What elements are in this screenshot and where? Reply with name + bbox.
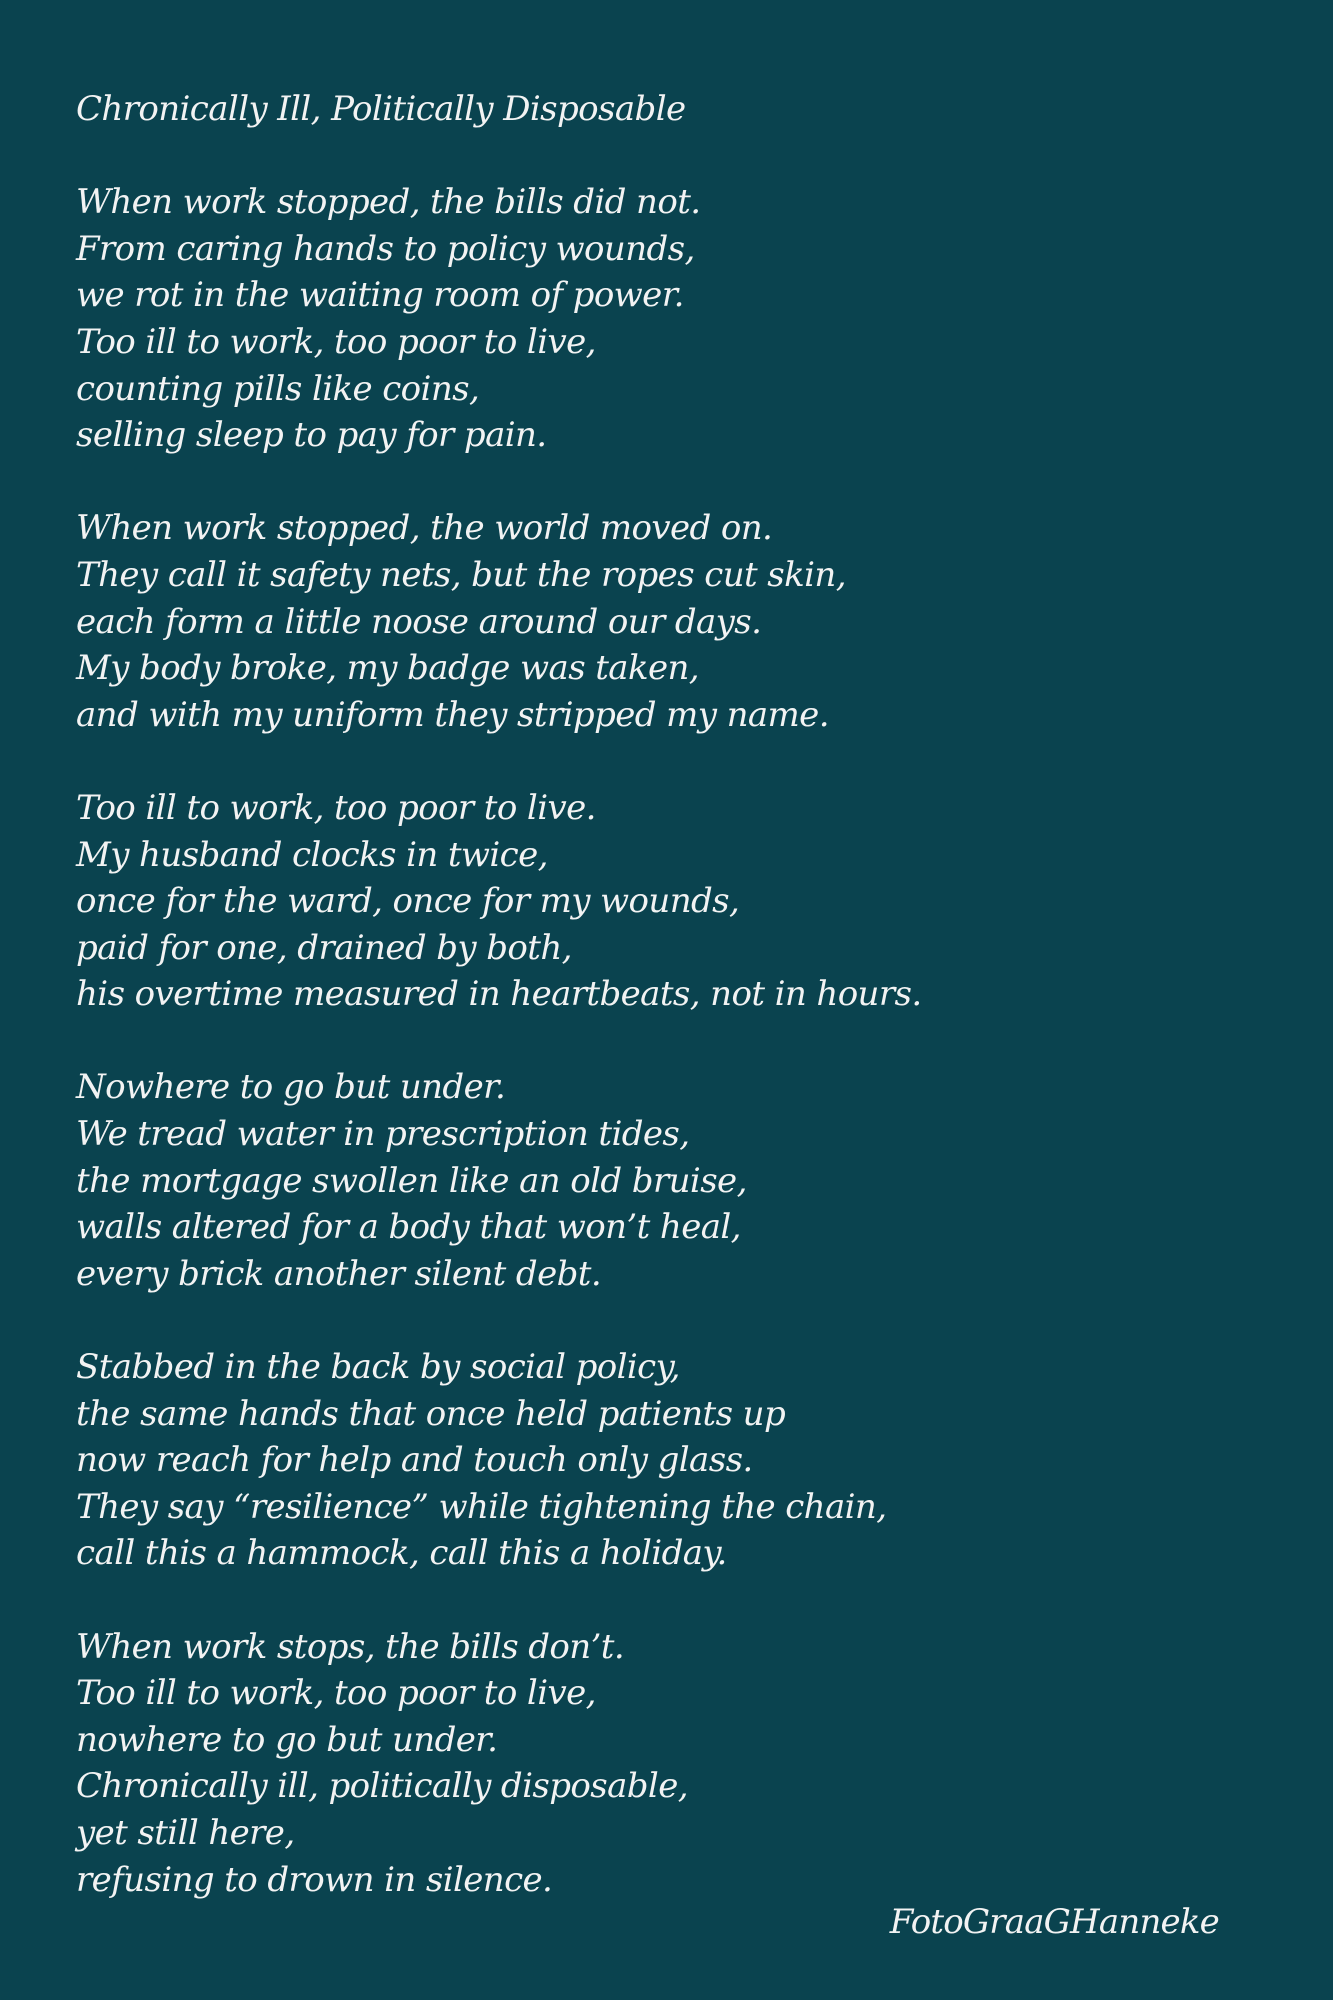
author-signature: FotoGraaGHanneke	[889, 1902, 1219, 1942]
poem-line: counting pills like coins,	[76, 368, 480, 409]
poem-line: paid for one, drained by both,	[76, 927, 572, 968]
poem-line: Too ill to work, too poor to live.	[76, 787, 596, 828]
poem-line: We tread water in prescription tides,	[76, 1114, 690, 1155]
poem-line: They call it safety nets, but the ropes cut skin,	[76, 554, 846, 595]
poem-line: Chronically ill, politically disposable,	[76, 1766, 688, 1807]
poem-line: Too ill to work, too poor to live,	[76, 1673, 596, 1714]
poem-line: When work stops, the bills don’t.	[76, 1626, 625, 1667]
poem-line: the same hands that once held patients up	[76, 1393, 786, 1434]
poem-line: Nowhere to go but under.	[76, 1067, 506, 1108]
poem-line: selling sleep to pay for pain.	[76, 415, 547, 456]
poem-line: once for the ward, once for my wounds,	[76, 881, 740, 922]
poem-line: every brick another silent debt.	[76, 1253, 602, 1294]
poem-line: the mortgage swollen like an old bruise,	[76, 1160, 747, 1201]
poem-line: My husband clocks in twice,	[76, 834, 548, 875]
stanza-6	[76, 1624, 1256, 1904]
poem-line: his overtime measured in heartbeats, not in hours.	[76, 974, 922, 1015]
stanza-4	[76, 1064, 1256, 1297]
poem-line: we rot in the waiting room of power.	[76, 275, 684, 316]
poem-line: call this a hammock, call this a holiday.	[76, 1533, 727, 1574]
poem-line: When work stopped, the bills did not.	[76, 182, 701, 223]
poem-line: nowhere to go but under.	[76, 1719, 498, 1760]
stanza-2	[76, 505, 1256, 738]
poem-line: Too ill to work, too poor to live,	[76, 321, 596, 362]
stanza-1	[76, 179, 1256, 459]
poem-line: My body broke, my badge was taken,	[76, 648, 700, 689]
stanza-3	[76, 785, 1256, 1018]
poem-line: walls altered for a body that won’t heal,	[76, 1207, 741, 1248]
poem-line: each form a little noose around our days.	[76, 601, 762, 642]
poem-line: When work stopped, the world moved on.	[76, 508, 773, 549]
poem-line: and with my uniform they stripped my name.	[76, 694, 829, 735]
poem-title: Chronically Ill, Politically Disposable	[76, 89, 686, 129]
poem	[76, 86, 1256, 1950]
poem-line: From caring hands to policy wounds,	[76, 228, 695, 269]
poem-line: Stabbed in the back by social policy,	[76, 1347, 680, 1388]
poem-line: refusing to drown in silence.	[76, 1859, 553, 1900]
poem-line: yet still here,	[76, 1812, 295, 1853]
poem-line: They say “resilience” while tightening the chain,	[76, 1486, 887, 1527]
stanza-5	[76, 1344, 1256, 1577]
poem-line: now reach for help and touch only glass.	[76, 1440, 753, 1481]
